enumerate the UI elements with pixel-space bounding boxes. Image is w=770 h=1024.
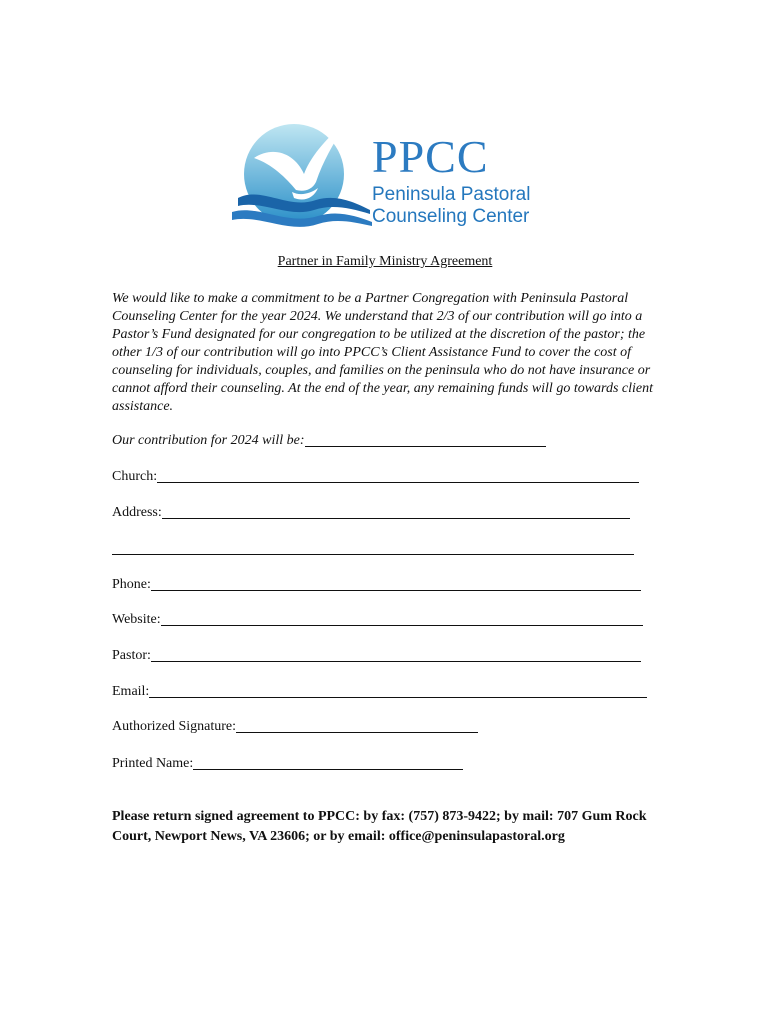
pastor-line[interactable] [151, 647, 641, 662]
signature-line[interactable] [236, 718, 478, 733]
pastor-label: Pastor: [112, 648, 151, 663]
email-line[interactable] [149, 683, 647, 698]
website-field[interactable] [112, 611, 643, 629]
website-label: Website: [112, 612, 161, 627]
website-line[interactable] [161, 611, 643, 626]
printed-name-field[interactable] [112, 755, 463, 773]
address-line-2[interactable] [112, 554, 634, 555]
address-field[interactable] [112, 504, 630, 522]
logo-letters: PPCC [372, 131, 489, 182]
signature-label: Authorized Signature: [112, 719, 237, 734]
signature-field[interactable] [112, 718, 478, 736]
phone-field[interactable] [112, 576, 641, 594]
return-instructions: Please return signed agreement to PPCC: by fax: (757) 873-9422; by mail: 707 Gum Rock Court, Newport News, VA 23606; or by email: office@peninsulapastoral.org [112, 809, 647, 844]
ppcc-logo [232, 118, 532, 236]
church-field[interactable] [112, 468, 639, 486]
seagull-wave-emblem-icon [232, 118, 372, 236]
phone-line[interactable] [151, 576, 641, 591]
logo-name-line1: Peninsula Pastoral [372, 184, 531, 205]
address-line[interactable] [162, 504, 630, 519]
address-label: Address: [112, 505, 162, 520]
intro-paragraph: We would like to make a commitment to be a Partner Congregation with Peninsula Pastoral Counseling Center for the year 2024. We understand that 2/3 of our contribution will go into a Pastor’s Fund designated for our congregation to be utilized at the discretion of the pastor; the other 1/3 of our contribution will go into PPCC’s Client Assistance Fund to cover the cost of counseling for individuals, couples, and families on the peninsula who do not have insurance or cannot afford their counseling. At the end of the year, any remaining funds will go towards client assistance. [112, 291, 654, 414]
pastor-field[interactable] [112, 647, 641, 665]
contribution-line[interactable] [305, 432, 546, 447]
email-field[interactable] [112, 683, 647, 701]
phone-label: Phone: [112, 577, 151, 592]
church-label: Church: [112, 469, 158, 484]
contribution-field[interactable] [112, 432, 546, 450]
email-label: Email: [112, 684, 150, 699]
church-line[interactable] [157, 468, 639, 483]
contribution-label: Our contribution for 2024 will be: [112, 433, 305, 448]
logo-name-line2: Counseling Center [372, 206, 530, 227]
printed-name-line[interactable] [193, 755, 463, 770]
document-title: Partner in Family Ministry Agreement [277, 254, 493, 269]
printed-name-label: Printed Name: [112, 756, 194, 771]
